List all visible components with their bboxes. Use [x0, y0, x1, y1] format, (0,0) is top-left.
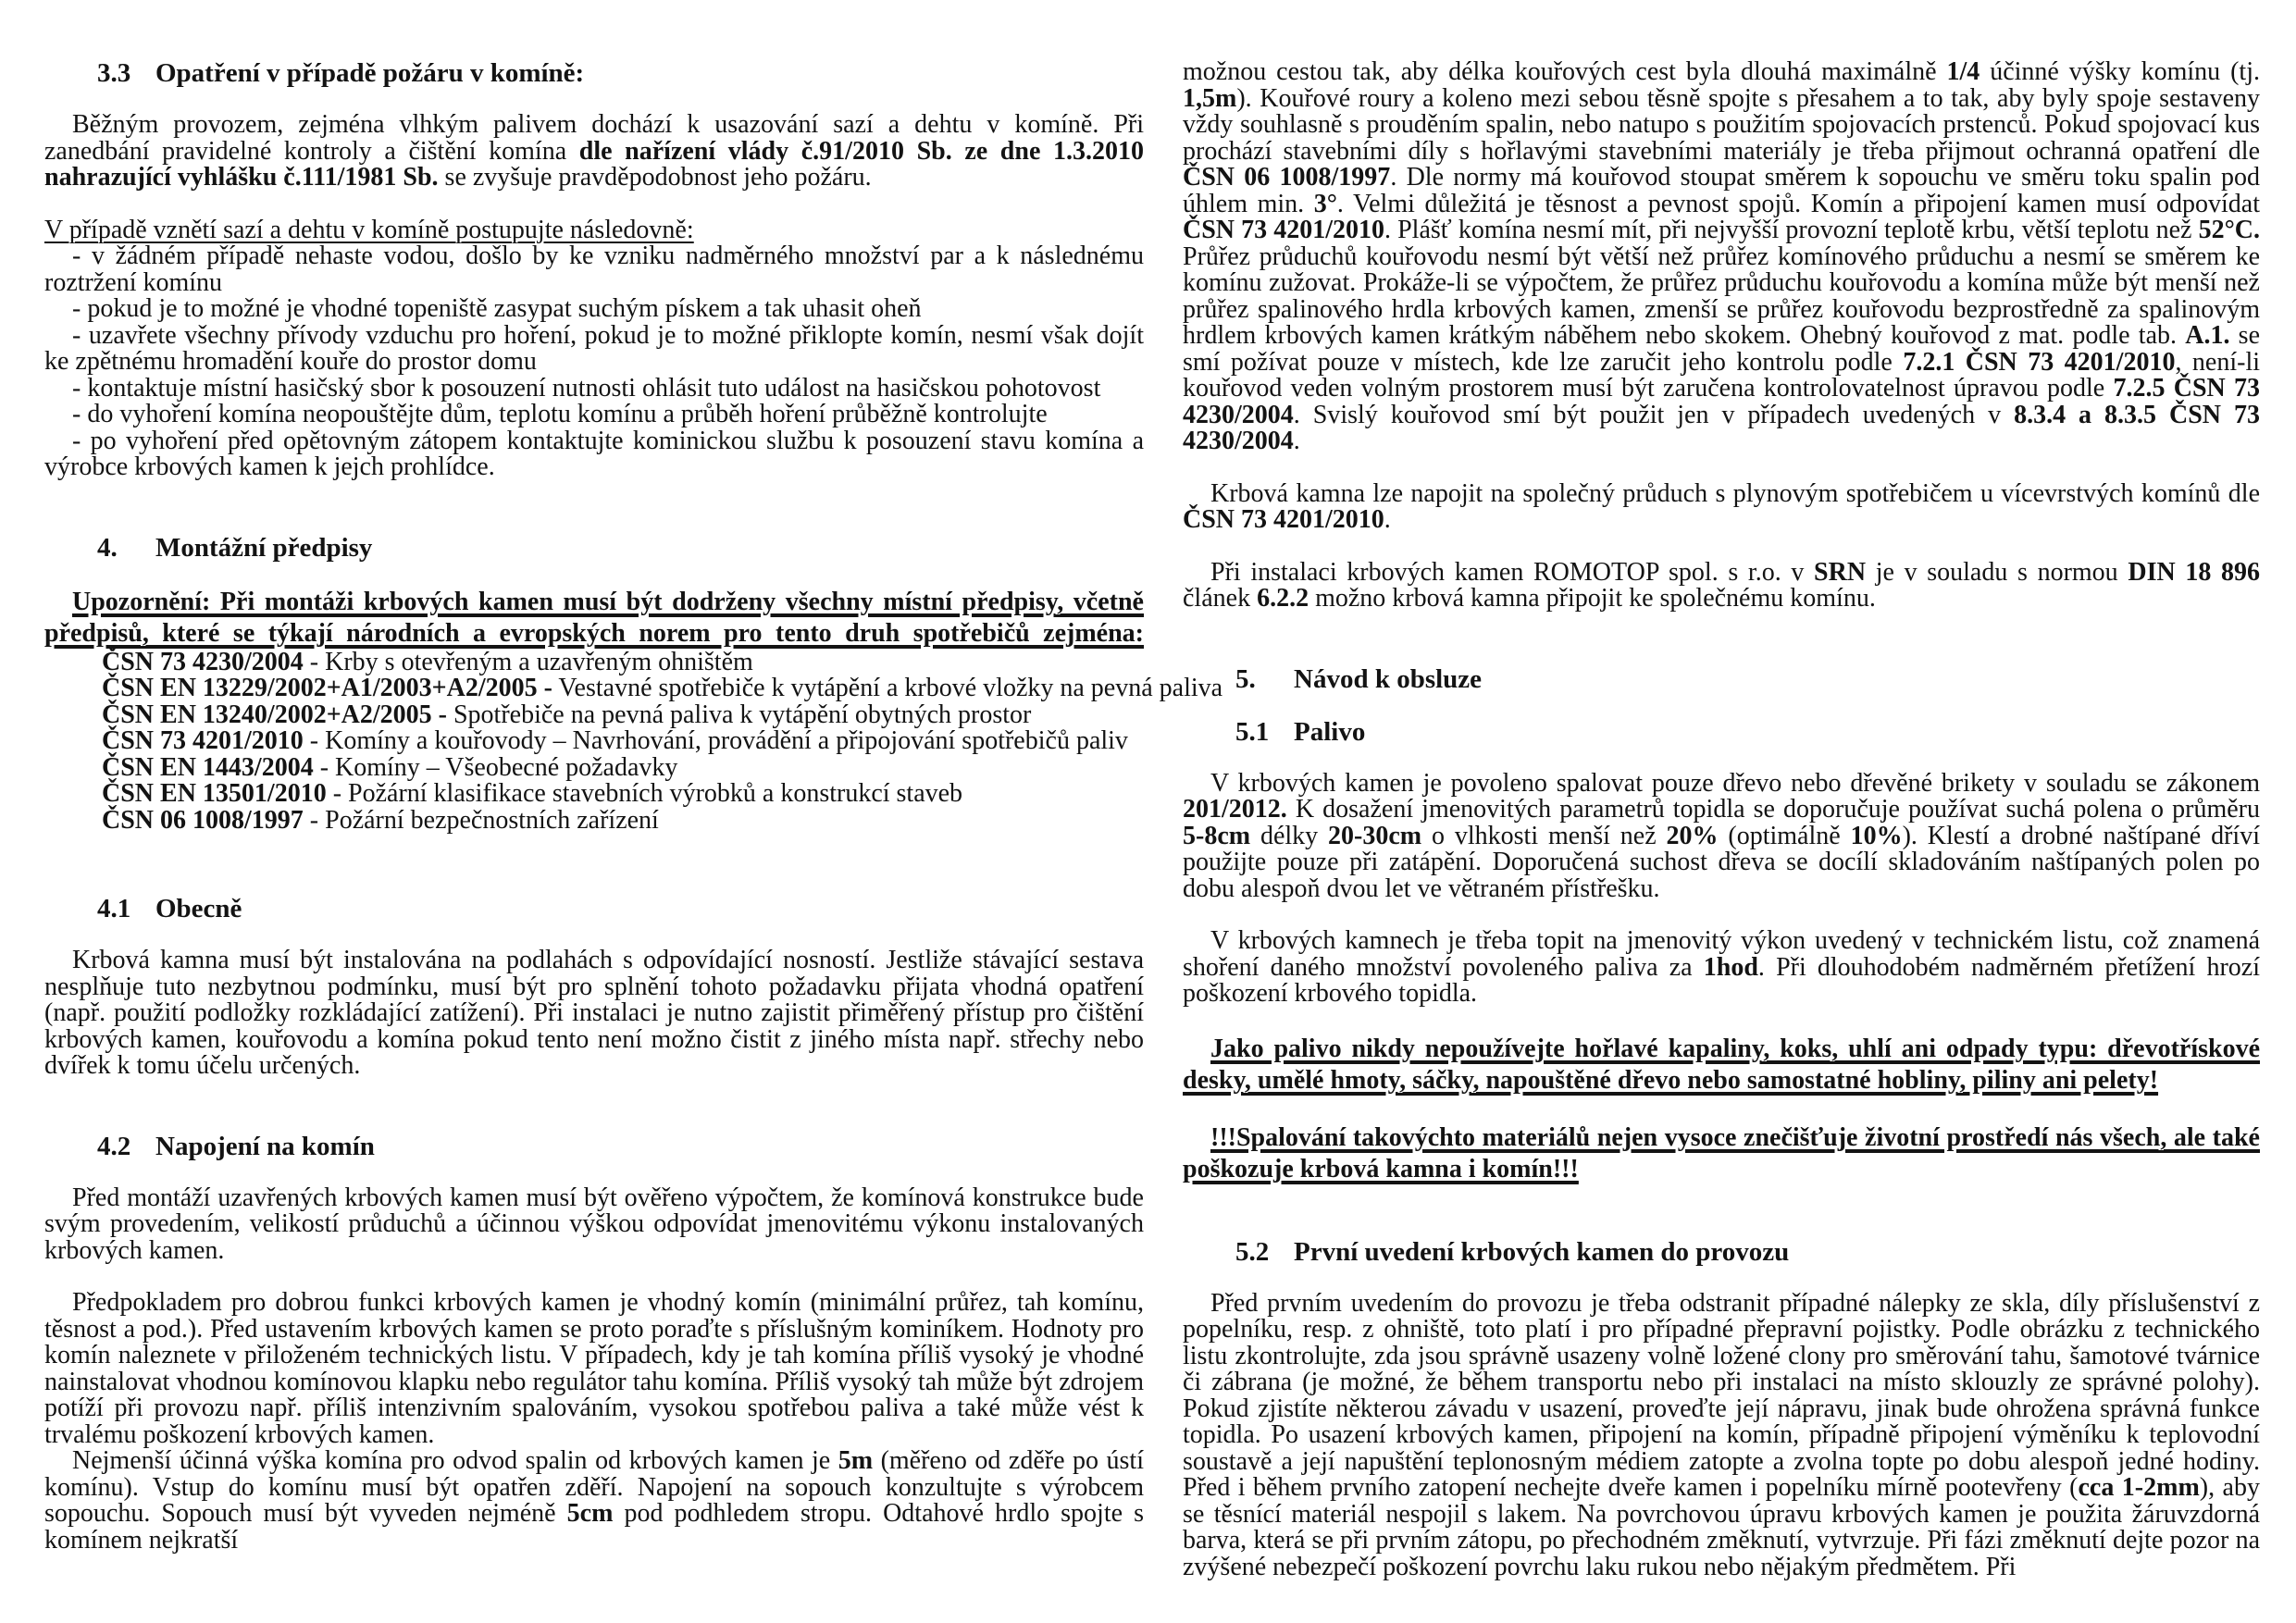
- text-run: dle nařízení vlády č.91/2010 Sb. ze dne 1.3.2010 nahrazující vyhlášku č.111/1981 Sb.: [44, 136, 1144, 192]
- text-run: . Při dlouhodobém nadměrném přetížení hrozí poškození krbového topidla.: [1183, 952, 2260, 1008]
- text-run: se smí požívat pouze v místech, kde lze zaručit jeho kontrolu podle: [1183, 321, 2260, 377]
- text-run: 1,5m: [1183, 83, 1237, 113]
- text-run: 201/2012.: [1183, 795, 1287, 824]
- text-run: 52°C.: [2198, 216, 2261, 244]
- text-run: Před prvním uvedením do provozu je třeba odstranit případné nálepky ze skla, díly příslušenství z popelníku, resp. z ohniště, toto platí i pro případné přepravní pojistky. Podle obrázku z technického listu zkontrolujte, zda jsou správně usazeny volně ložené clony pro směrování tahu, šamotové tvárnice či zábrana (je možné, že během transportu nebo při instalaci na místo sklouzly ze správné polohy). Pokud zjistíte některou závadu v usazení, proveďte její nápravu, jinak bude ohrožena správná funkce topidla. Po usazení krbových kamen, připojení na komín, případně připojení výměníku k teplovodní soustavě a její napuštění teplonosným médiem zatopte a zvolna topte po dobu alespoň jedné hodiny. Před i během prvního zatopení nechejte dveře kamen i popelníku mírně pootevřeny (: [1183, 1288, 2260, 1502]
- norm-item: ČSN 73 4230/2004 - Krby s otevřeným a uzavřeným ohništěm: [102, 647, 753, 676]
- section-heading-5-2: [1183, 1238, 2260, 1266]
- paragraph-fuel: [1183, 768, 2260, 903]
- paragraph-shared-flue: [1183, 478, 2260, 534]
- warning-burning-materials: [1183, 1122, 2260, 1185]
- section-number: 5.: [1235, 663, 1256, 694]
- section-heading-4-1: [44, 895, 1144, 923]
- text-run: V případě vznětí sazí a dehtu v komíně postupujte následovně:: [44, 215, 694, 244]
- text-run: ). Klestí a drobné naštípané dříví použijte pouze při zatápění. Doporučená suchost dřeva se docílí skladováním naštípaných polen po dobu alespoň dvou let ve větraném přístřešku.: [1183, 821, 2260, 903]
- text-run: ČSN 73 4201/2010: [1183, 505, 1384, 534]
- text-run: - pokud je to možné je vhodné topeniště zasypat suchým pískem a tak uhasit oheň: [72, 294, 922, 323]
- text-run: ). Kouřové roury a koleno mezi sebou těsně spojte s přesahem a to tak, aby byly spoje sestaveny vždy souhlasně s prouděním spalin, nebo natupo s použitím spojovacích prstenců. Pokud spojovací kus prochází stavebními díly s hořlavými stavebními materiály je třeba přijmout ochranná opatření dle: [1183, 83, 2260, 166]
- text-run: Jako palivo nikdy nepoužívejte hořlavé kapaliny, koks, uhlí ani odpady typu: dřevotřískové desky, umělé hmoty, sáčky, napouštěné dřevo nebo samostatné hobliny, piliny ani pelety!: [1183, 1034, 2260, 1095]
- bullet-item-sand: [44, 296, 1144, 323]
- fire-procedure-heading: [44, 217, 1144, 244]
- bullet-item-close-air: [44, 320, 1144, 376]
- paragraph-din-standard: [1183, 557, 2261, 613]
- text-run: je v souladu s normou: [1866, 557, 2128, 587]
- section-number: 5.2: [1235, 1236, 1270, 1267]
- text-run: - kontaktuje místní hasičský sbor k posouzení nutnosti ohlásit tuto událost na hasičskou pohotovost: [72, 373, 1101, 403]
- section-title: První uvedení krbových kamen do provozu: [1294, 1236, 1790, 1267]
- text-run: Běžným provozem, zejména vlhkým palivem dochází k usazování sazí a dehtu v komíně. Při zanedbání pravidelné kontroly a čištění komína: [44, 110, 1144, 166]
- text-run: Krbová kamna musí být instalována na podlahách s odpovídající nosností. Jestliže stávající sestava nesplňuje tuto nezbytnou podmínku, musí být pro splnění tohoto požadavku přijata vhodná opatření (např. použití podložky rozkládající zatížení). Při instalaci je nutno zajistit přiměřený přístup pro čištění krbových kamen, kouřovodu a komína pokud tento není možno čistit z jiného místa např. střechy nebo dvířek k tomu účelu určených.: [44, 946, 1144, 1080]
- text-run: . Dle normy má kouřovod stoupat směrem k sopouchu ve směru toku spalin pod úhlem min.: [1183, 163, 2261, 218]
- text-run: 7.2.1 ČSN 73 4201/2010: [1903, 347, 2176, 377]
- text-run: cca 1-2mm: [2078, 1473, 2200, 1502]
- section-title: Montážní předpisy: [155, 532, 373, 563]
- text-run: - v žádném případě nehaste vodou, došlo by ke vzniku nadměrného množství par a k následnému roztržení komínu: [44, 242, 1144, 297]
- section-number: 3.3: [97, 58, 131, 88]
- bullet-item-fire-brigade: [44, 373, 1144, 403]
- text-run: 5m: [838, 1446, 874, 1475]
- text-run: 6.2.2: [1257, 584, 1309, 613]
- paragraph-chimney-fire-intro: [44, 112, 1144, 192]
- bullet-item-no-water: [44, 243, 1144, 296]
- text-run: Před montáží uzavřených krbových kamen musí být ověřeno výpočtem, že komínová konstrukce bude svým provedením, velikostí průduchů a účinnou výškou odpovídat jmenovitému výkonu instalovaných krbových kamen.: [44, 1183, 1144, 1265]
- section-number: 4.1: [97, 894, 131, 923]
- text-run: délky: [1250, 821, 1329, 850]
- section-heading-5-1: [1183, 718, 2260, 746]
- text-run: možno krbová kamna připojit ke společnému komínu.: [1309, 584, 1876, 613]
- text-run: se zvyšuje pravděpodobnost jeho požáru.: [438, 163, 872, 192]
- text-run: o vlhkosti menší než: [1421, 821, 1667, 850]
- text-run: V krbových kamen je povoleno spalovat pouze dřevo nebo dřevěné brikety v souladu se zákonem: [1210, 768, 2260, 798]
- text-run: ), aby se těsnící materiál nespojil s lakem. Na povrchovou úpravu krbových kamen je použita žáruvzdorná barva, která se při prvním zátopu, po přechodném změknutí, vytvrzuje. Při fázi změknutí dejte pozor na zvýšené nebezpečí poškození povrchu laku rukou nebo nějakým předmětem. Při: [1183, 1473, 2260, 1581]
- text-run: ČSN 73 4201/2010: [1183, 216, 1384, 244]
- section-title: Palivo: [1294, 716, 1366, 747]
- text-run: 5-8cm: [1183, 821, 1251, 850]
- right-column: [1183, 59, 2260, 1623]
- text-run: 20-30cm: [1328, 821, 1422, 850]
- text-run: pod podhledem stropu. Odtahové hrdlo spojte s komínem nejkratší: [44, 1499, 1144, 1555]
- norm-item: ČSN 73 4201/2010 - Komíny a kouřovody – Navrhování, provádění a připojování spotřebičů paliv: [102, 726, 1128, 755]
- text-run: . Svislý kouřovod smí být použit jen v případech uvedených v: [1293, 400, 2015, 429]
- paragraph-first-use: [1183, 1288, 2260, 1581]
- text-run: - do vyhoření komína neopouštějte dům, teplotu komínu a průběh hoření průběžně kontrolujte: [72, 400, 1048, 428]
- section-heading-5: [1183, 665, 2260, 693]
- section-number: 4.2: [97, 1131, 131, 1161]
- text-run: 1/4: [1946, 57, 1980, 86]
- text-run: 20%: [1666, 821, 1719, 850]
- paragraph-flue-routing: [1183, 59, 2260, 455]
- bullet-item-stay-home: [44, 402, 1144, 428]
- text-run: - po vyhoření před opětovným zátopem kontaktujte kominickou službu k posouzení stavu komína a výrobce krbových kamen k jejch prohlídce.: [44, 426, 1144, 481]
- paragraph-chimney-height: [44, 1448, 1144, 1554]
- section-title: Návod k obsluze: [1294, 663, 1483, 694]
- section-heading-4: [44, 534, 1144, 562]
- text-run: (měřeno od zděře po ústí komínu). Vstup do komínu musí být opatřen zděří. Napojení na sopouch konzultujte s výrobcem sopouchu. Sopouch musí být vyveden nejméně: [44, 1446, 1144, 1528]
- norm-item: ČSN EN 13229/2002+A1/2003+A2/2005 - Vestavné spotřebiče k vytápění a krbové vložky na pevná paliva: [102, 674, 1223, 702]
- text-run: účinné výšky komínu (tj.: [1980, 57, 2260, 86]
- text-run: 3°: [1313, 189, 1337, 218]
- text-run: DIN 18 896: [2128, 557, 2261, 587]
- text-run: .: [1293, 427, 1300, 455]
- text-run: článek: [1183, 584, 1258, 613]
- text-run: A.1.: [2185, 321, 2230, 350]
- text-run: !!!Spalování takovýchto materiálů nejen vysoce znečišťuje životní prostředí nás všech, ale také poškozuje krbová kamna i komín!!!: [1183, 1122, 2260, 1183]
- text-run: 1hod: [1703, 952, 1758, 982]
- section-title: Obecně: [155, 894, 242, 923]
- text-run: , není-li kouřovod veden volným prostorem musí být zaručena kontrolovatelnost úpravou podle: [1183, 347, 2261, 403]
- text-run: Při instalaci krbových kamen ROMOTOP spol. s r.o. v: [1210, 557, 1815, 587]
- norm-item: ČSN 06 1008/1997 - Požární bezpečnostních zařízení: [102, 805, 659, 835]
- text-run: ČSN 06 1008/1997: [1183, 163, 1391, 192]
- text-run: SRN: [1814, 557, 1867, 587]
- section-title: Opatření v případě požáru v komíně:: [155, 58, 585, 88]
- bullet-item-chimney-sweep: [44, 428, 1144, 481]
- section-title: Napojení na komín: [155, 1131, 375, 1161]
- paragraph-chimney-requirements: [44, 1290, 1144, 1448]
- text-run: 10%: [1850, 821, 1903, 850]
- text-run: Průřez průduchů kouřovodu nesmí být větší než průřez komínového průduchu a nesmí se směrem ke komínu zužovat. Prokáže-li se výpočtem, že průřez průduchu kouřovodu a komína může být menší než průřez spalinového hrdla krbových kamen, zmenší se průřez kouřovodu bezprostředně za spalinovým hrdlem krbových kamen krátkým náběhem nebo skokem. Ohebný kouřovod z mat. podle tab.: [1183, 242, 2260, 350]
- section-number: 4.: [97, 532, 118, 563]
- text-run: Nejmenší účinná výška komína pro odvod spalin od krbových kamen je: [72, 1446, 838, 1475]
- text-run: .: [1384, 505, 1391, 534]
- warning-note: [44, 587, 1144, 650]
- norm-item: ČSN EN 13501/2010 - Požární klasifikace stavebních výrobků a konstrukcí staveb: [102, 779, 963, 808]
- text-run: Krbová kamna lze napojit na společný průduch s plynovým spotřebičem u vícevrstvých komínů dle: [1210, 478, 2260, 508]
- text-run: V krbových kamnech je třeba topit na jmenovitý výkon uvedený v technickém listu, což znamená shoření daného množství povoleného paliva za: [1183, 926, 2260, 982]
- section-heading-3-3: [44, 59, 1144, 87]
- text-run: - uzavřete všechny přívody vzduchu pro hoření, pokud je to možné přiklopte komín, nesmí však dojít ke zpětnému hromadění kouře do prostor domu: [44, 320, 1144, 376]
- section-number: 5.1: [1235, 716, 1270, 747]
- warning-forbidden-fuels: [1183, 1034, 2260, 1096]
- paragraph-chimney-calc: [44, 1185, 1144, 1265]
- text-run: 5cm: [566, 1499, 614, 1528]
- text-run: 7.2.5 ČSN 73 4230/2004: [1183, 374, 2260, 429]
- section-heading-4-2: [44, 1133, 1144, 1160]
- text-run: možnou cestou tak, aby délka kouřových cest byla dlouhá maximálně: [1183, 57, 1947, 86]
- text-run: (optimálně: [1718, 821, 1851, 850]
- text-run: K dosažení jmenovitých parametrů topidla se doporučuje používat suchá polena o průměru: [1286, 795, 2260, 824]
- text-run: . Velmi důležitá je těsnost a pevnost spojů. Komín a připojení kamen musí odpovídat: [1336, 189, 2260, 218]
- norms-list: [44, 647, 1223, 835]
- norm-item: ČSN EN 13240/2002+A2/2005 - Spotřebiče na pevná paliva k vytápění obytných prostor: [102, 700, 1032, 729]
- text-run: Upozornění: Při montáži krbových kamen musí být dodrženy všechny místní předpisy, včetně předpisů, které se týkají národních a evropských norem pro tento druh spotřebičů zejména:: [44, 587, 1144, 648]
- text-run: Předpokladem pro dobrou funkci krbových kamen je vhodný komín (minimální průřez, tah komínu, těsnost a pod.). Před ustavením krbových kamen se proto poraďte s příslušným kominíkem. Hodnoty pro komín naleznete v přiloženém technických listu. V případech, kdy je tah komína příliš vysoký je vhodné nainstalovat vhodnou komínovou klapku nebo regulátor tahu komína. Příliš vysoký tah může být zdrojem potíží při provozu např. příliš intenzivním spalováním, vysokou spotřebou paliva a také může vést k trvalému poškození krbových kamen.: [44, 1288, 1144, 1449]
- norm-item: ČSN EN 1443/2004 - Komíny – Všeobecné požadavky: [102, 752, 678, 782]
- paragraph-nominal-output: [1183, 928, 2260, 1008]
- text-run: . Plášť komína nesmí mít, při nejvyšší provozní teplotě krbu, větší teplotu než: [1384, 216, 2199, 244]
- text-run: 8.3.4 a 8.3.5 ČSN 73 4230/2004: [1183, 400, 2261, 455]
- paragraph-general-install: [44, 948, 1144, 1080]
